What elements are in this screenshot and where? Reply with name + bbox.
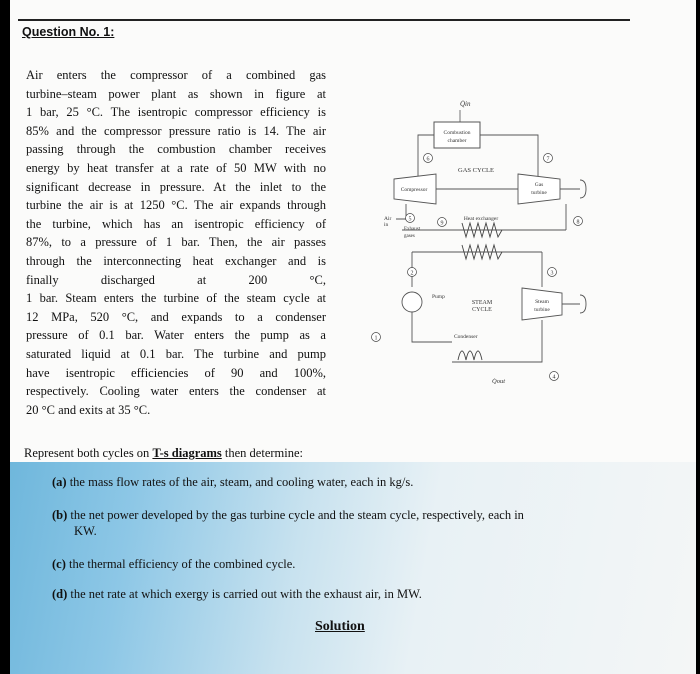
paragraph-line: passing through the combustion chamber receives xyxy=(26,142,326,157)
gas-generator-symbol xyxy=(580,180,586,198)
state-9: 9 xyxy=(440,220,444,227)
paragraph-line: Air enters the compressor of a combined gas xyxy=(26,68,326,82)
paragraph-line: respectively. Cooling water enters the condenser at xyxy=(26,384,326,399)
condenser-label: Condenser xyxy=(454,334,478,340)
paragraph-line: through the interconnecting heat exchanger and is xyxy=(26,253,326,268)
paragraph-line: saturated liquid at 0.1 bar. The turbine and pump xyxy=(26,346,326,361)
question-title: Question No. 1: xyxy=(22,25,115,39)
problem-statement xyxy=(26,66,326,419)
paragraph-line: 85% and the compressor pressure ratio is 14. The air xyxy=(26,123,326,138)
part-b: (b) the net power developed by the gas turbine cycle and the steam cycle, respectively, each in xyxy=(52,508,524,522)
state-7: 7 xyxy=(546,156,550,163)
q-out-label: Q̇out xyxy=(492,378,505,385)
state-5: 5 xyxy=(408,216,412,223)
paragraph-line: pressure of 0.1 bar. Water enters the pump as a xyxy=(26,328,326,343)
part-a: (a) the mass flow rates of the air, steam, and cooling water, each in kg/s. xyxy=(52,475,414,489)
air-in-pipe xyxy=(396,204,406,219)
gas-turbine-shape xyxy=(518,174,560,204)
pump-label: Pump xyxy=(432,294,445,300)
top-rule xyxy=(18,19,630,21)
air-in-label-1: Air xyxy=(384,216,392,222)
pump-circle xyxy=(402,292,422,312)
paragraph-line: significant decrease in pressure. At the inlet to the xyxy=(26,179,326,194)
combustion-label-1: Combustion xyxy=(443,130,471,136)
state-6: 6 xyxy=(426,156,430,163)
gas-turbine-label-1: Gas xyxy=(534,182,544,188)
part-b-continued: KW. xyxy=(74,524,97,538)
document-page xyxy=(10,0,696,674)
state-3: 3 xyxy=(550,270,554,277)
steam-turbine-label-2: turbine xyxy=(534,307,550,313)
paragraph-line: have isentropic efficiencies of 90 and 100%, xyxy=(26,365,326,380)
gas-cycle-label: GAS CYCLE xyxy=(458,167,494,174)
represent-instruction xyxy=(24,446,303,461)
paragraph-line: 1 bar. Steam enters the turbine of the steam cycle at xyxy=(26,291,326,306)
solution-heading: Solution xyxy=(315,619,365,634)
turbine-to-condenser-pipe xyxy=(452,320,542,362)
paragraph-line: finally discharged at 200 °C, xyxy=(26,272,326,287)
q-in-label: Q̇in xyxy=(460,100,471,108)
steam-cycle-label-2: CYCLE xyxy=(472,307,492,313)
steam-generator-symbol xyxy=(580,295,586,313)
paragraph-line: 12 MPa, 520 °C, and expands to a condenser xyxy=(26,309,326,324)
compressor-label: Compressor xyxy=(400,187,428,193)
state-4: 4 xyxy=(552,374,556,381)
paragraph-line: the turbine, which has an isentropic efficiency of xyxy=(26,216,326,231)
paragraph-line: 1 bar, 25 °C. The isentropic compressor efficiency is xyxy=(26,105,326,120)
paragraph-line: turbine the air is at 1250 °C. The air expands through xyxy=(26,198,326,213)
paragraph-line: 20 °C and exits at 35 °C. xyxy=(26,402,151,417)
ts-diagrams-link: T-s diagrams xyxy=(152,446,222,460)
part-c: (c) the thermal efficiency of the combined cycle. xyxy=(52,557,296,571)
state-2: 2 xyxy=(410,270,414,277)
part-d: (d) the net rate at which exergy is carried out with the exhaust air, in MW. xyxy=(52,587,422,601)
condenser-coil xyxy=(458,351,482,360)
gas-turbine-label-2: turbine xyxy=(531,190,547,196)
paragraph-line: energy by heat transfer at a rate of 50 MW with no xyxy=(26,160,326,175)
represent-prefix: Represent both cycles on xyxy=(24,446,153,460)
state-1: 1 xyxy=(374,335,378,342)
condenser-return-pipe xyxy=(412,312,452,342)
paragraph-line: turbine–steam power plant as shown in figure at xyxy=(26,86,326,101)
heat-exchanger-label: Heat exchanger xyxy=(463,216,499,222)
combustion-label-2: chamber xyxy=(447,138,467,144)
steam-cycle-label-1: STEAM xyxy=(471,300,493,306)
paragraph-line: 87%, to a pressure of 1 bar. Then, the air passes xyxy=(26,235,326,250)
steam-turbine-label-1: Steam xyxy=(535,299,549,305)
air-in-label-2: in xyxy=(384,222,389,228)
plant-schematic xyxy=(366,92,604,417)
exhaust-label-1: Exhaust xyxy=(404,227,421,232)
state-8: 8 xyxy=(576,219,580,226)
exhaust-label-2: gases xyxy=(404,234,415,239)
represent-suffix: then determine: xyxy=(221,446,304,460)
